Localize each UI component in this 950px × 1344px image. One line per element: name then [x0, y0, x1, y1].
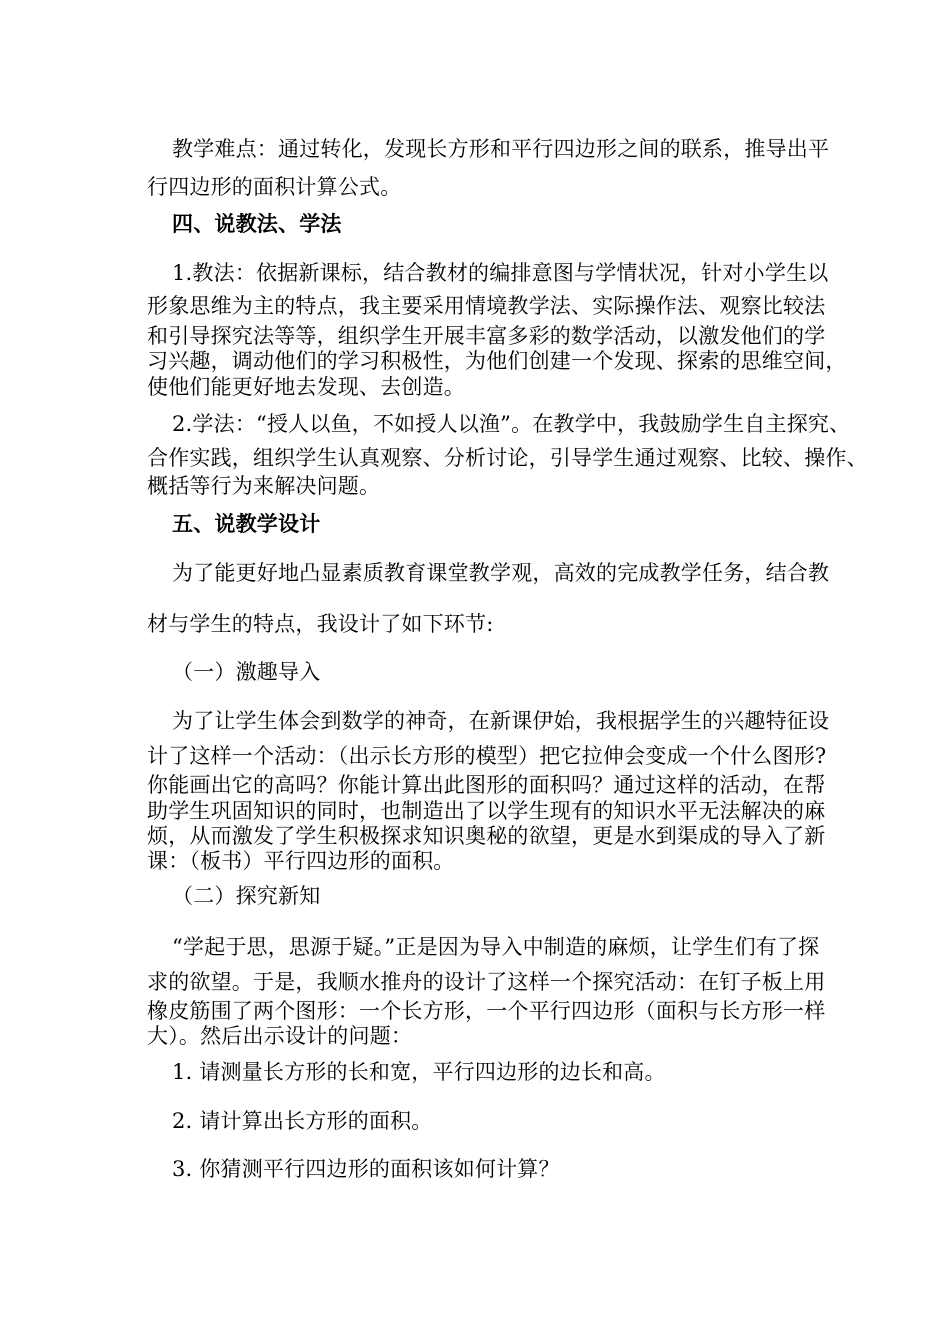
teaching-method-line: 和引导探究法等等，组织学生开展丰富多彩的数学活动，以激发他们的学 — [147, 324, 826, 348]
teaching-method-line: 习兴趣，调动他们的学习积极性，为他们创建一个发现、探索的思维空间， — [147, 349, 847, 373]
part2-line: 橡皮筋围了两个图形：一个长方形，一个平行四边形（面积与长方形一样 — [147, 999, 826, 1023]
question-1: 1. 请测量长方形的长和宽，平行四边形的边长和高。 — [172, 1060, 666, 1084]
part1-line: 你能画出它的高吗？你能计算出此图形的面积吗？通过这样的活动，在帮 — [147, 773, 826, 797]
question-2: 2. 请计算出长方形的面积。 — [172, 1109, 433, 1133]
part2-title: （二）探究新知 — [172, 884, 321, 908]
intro-line: 为了能更好地凸显素质教育课堂教学观，高效的完成教学任务，结合教 — [172, 561, 830, 585]
part1-title: （一）激趣导入 — [172, 660, 321, 684]
part1-line: 课：（板书）平行四边形的面积。 — [147, 849, 455, 873]
section4-heading: 四、说教法、学法 — [172, 212, 342, 236]
teaching-method-line: 使他们能更好地去发现、去创造。 — [147, 375, 465, 399]
part1-line: 为了让学生体会到数学的神奇，在新课伊始，我根据学生的兴趣特征设 — [172, 709, 830, 733]
part2-line: 求的欲望。于是，我顺水推舟的设计了这样一个探究活动：在钉子板上用 — [147, 970, 826, 994]
section5-heading: 五、说教学设计 — [172, 512, 321, 536]
part1-line: 计了这样一个活动：（出示长方形的模型）把它拉伸会变成一个什么图形? — [147, 744, 827, 768]
part2-line: 大）。然后出示设计的问题： — [147, 1024, 413, 1048]
part1-line: 烦，从而激发了学生积极探求知识奥秘的欲望，更是水到渠成的导入了新 — [147, 824, 826, 848]
part1-line: 助学生巩固知识的同时，也制造出了以学生现有的知识水平无法解决的麻 — [147, 799, 826, 823]
teaching-method-line: 1.教法：依据新课标，结合教材的编排意图与学情状况，针对小学生以 — [172, 261, 829, 285]
learning-method-line: 概括等行为来解决问题。 — [147, 474, 381, 498]
learning-method-line: 2.学法：“授人以鱼，不如授人以渔”。在教学中，我鼓励学生自主探究、 — [172, 412, 851, 436]
learning-method-line: 合作实践，组织学生认真观察、分析讨论，引导学生通过观察、比较、操作、 — [147, 446, 868, 470]
difficulty-line-2: 行四边形的面积计算公式。 — [147, 175, 402, 199]
difficulty-line-1: 教学难点：通过转化，发现长方形和平行四边形之间的联系，推导出平 — [172, 137, 830, 161]
teaching-method-line: 形象思维为主的特点，我主要采用情境教学法、实际操作法、观察比较法 — [147, 294, 826, 318]
intro-line: 材与学生的特点，我设计了如下环节: — [147, 612, 494, 636]
question-3: 3. 你猜测平行四边形的面积该如何计算？ — [172, 1157, 560, 1181]
part2-line: “学起于思，思源于疑。”正是因为导入中制造的麻烦，让学生们有了探 — [172, 935, 820, 959]
